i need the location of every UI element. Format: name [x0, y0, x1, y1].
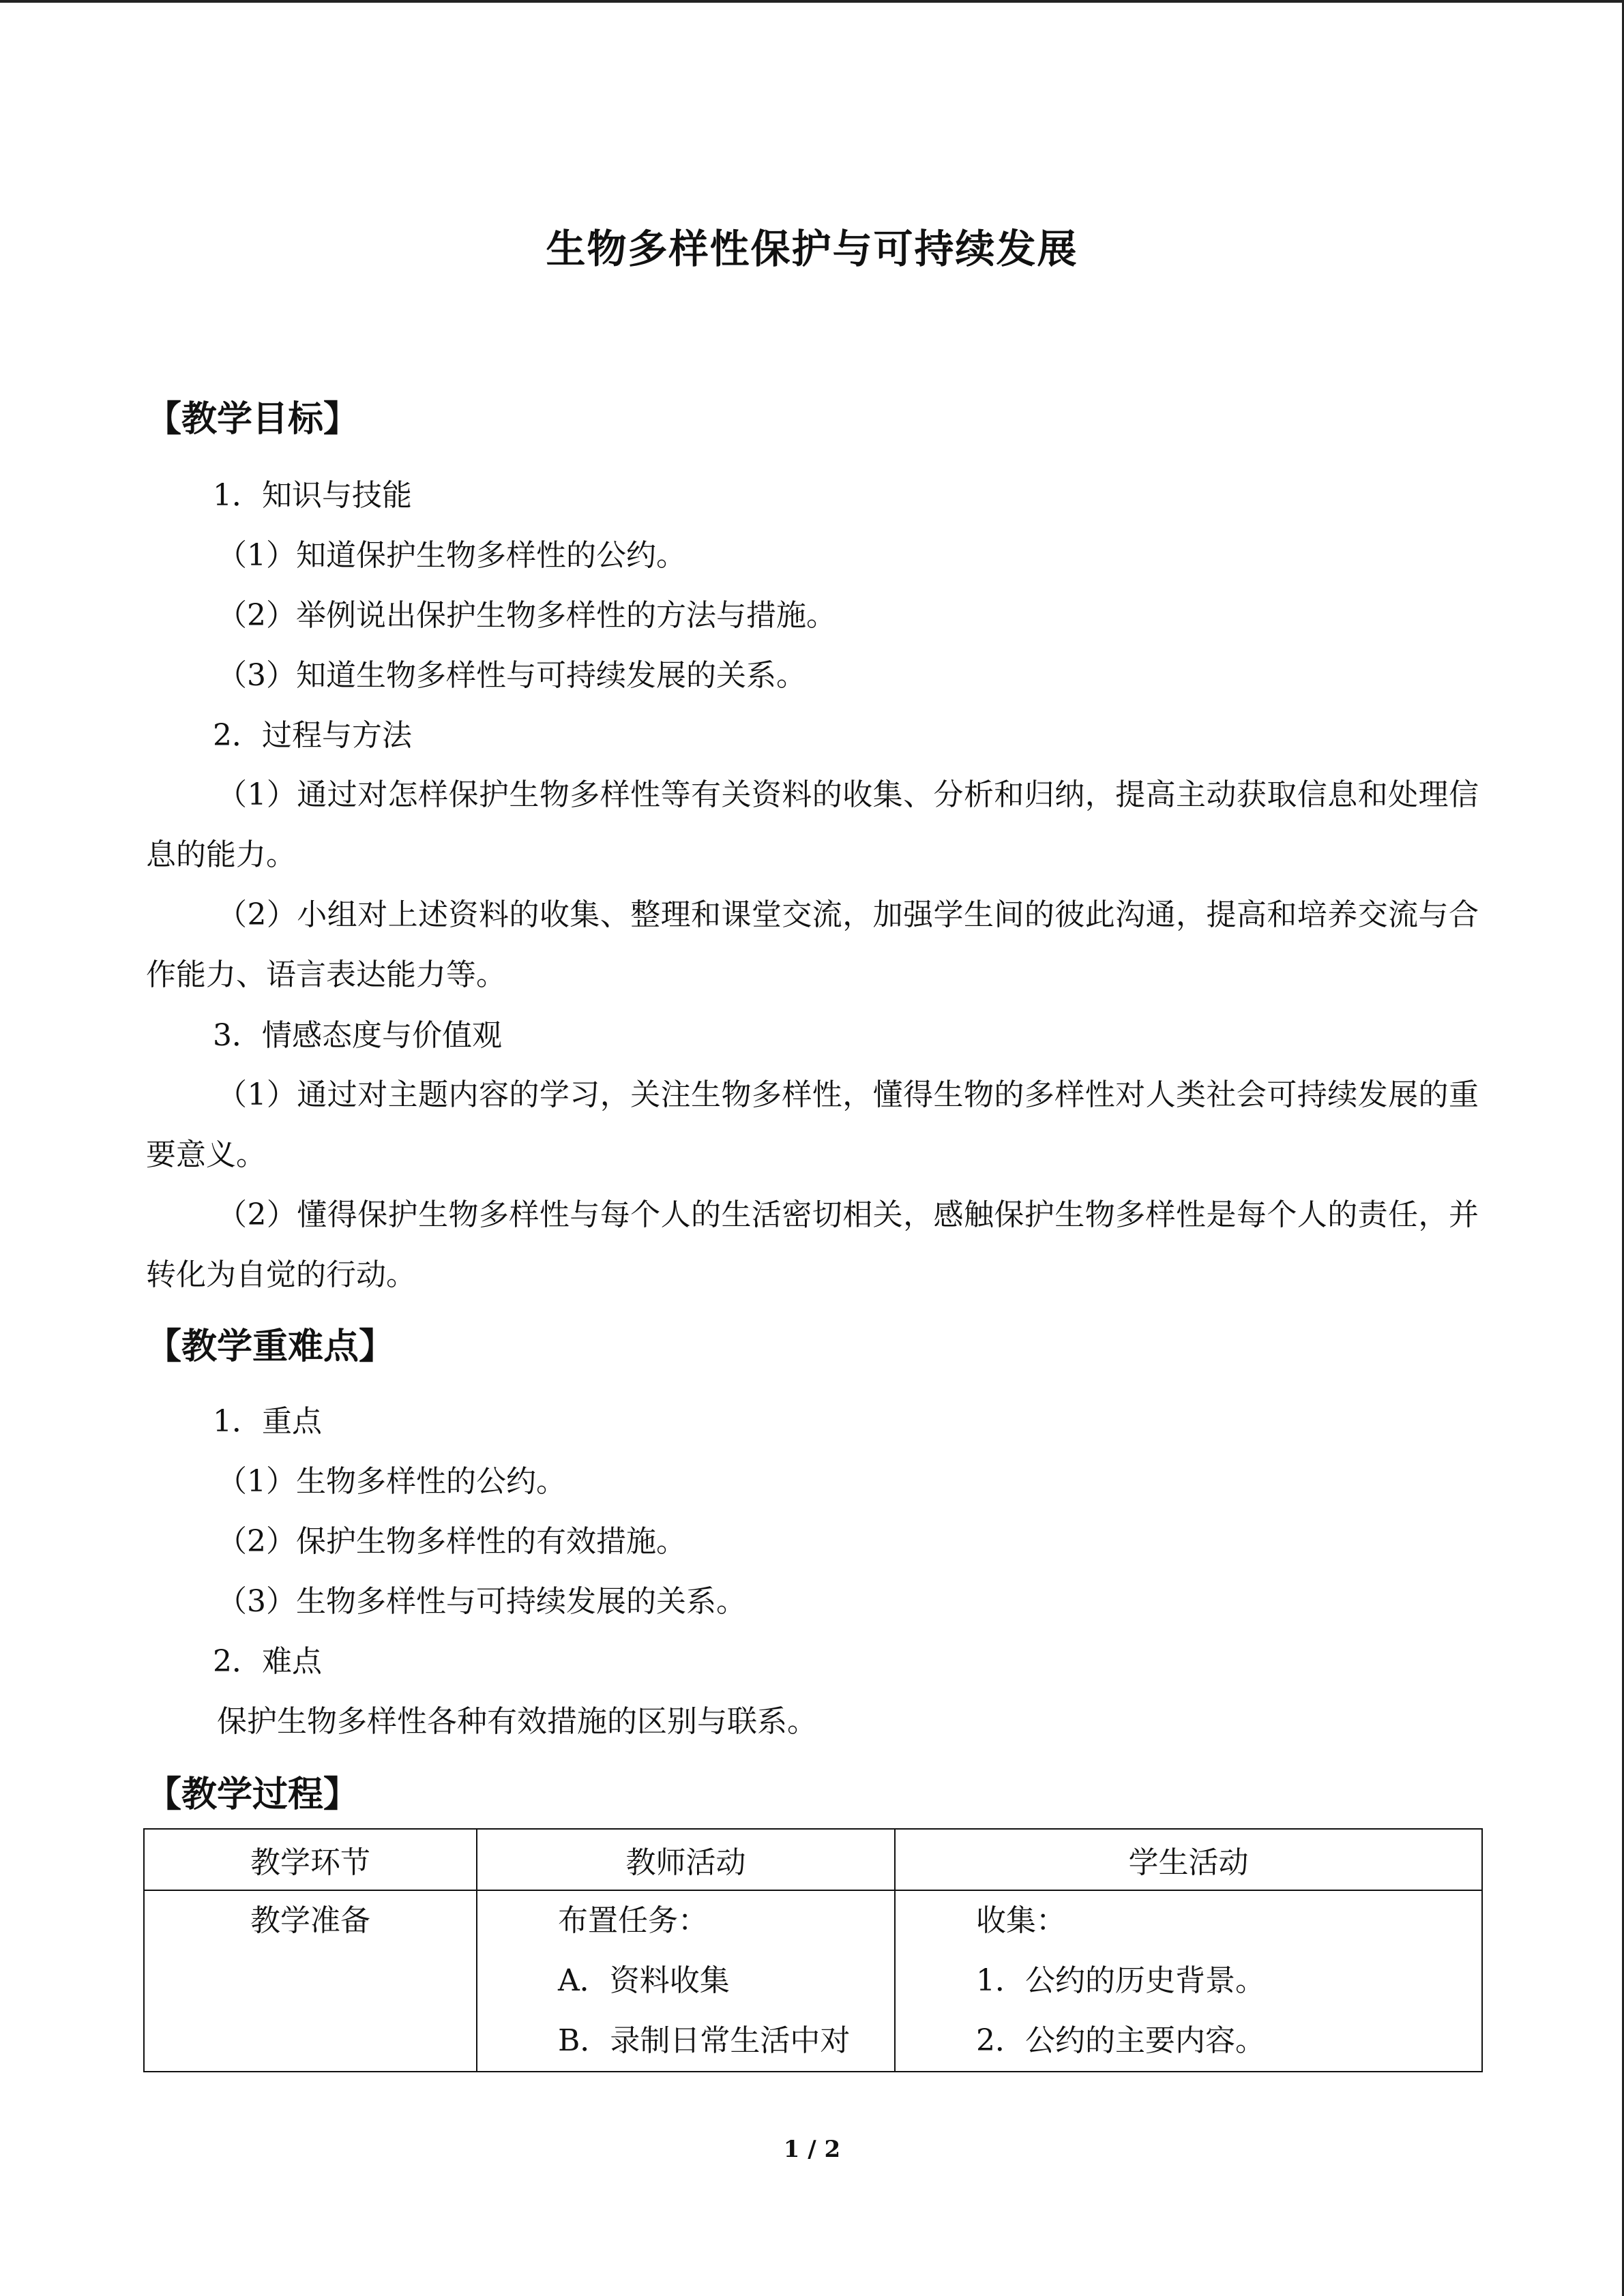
key-points-difficulty-label: 2．难点: [213, 1644, 322, 1679]
key-points-difficulty-text: 保护生物多样性各种有效措施的区别与联系。: [217, 1704, 817, 1739]
goals-attitude-item-1: （1）通过对主题内容的学习，关注生物多样性，懂得生物的多样性对人类社会可持续发展的重要意义。: [146, 1077, 1479, 1172]
key-points-focus-item-2: （2）保护生物多样性的有效措施。: [217, 1524, 686, 1559]
section-heading-process: 【教学过程】: [146, 1774, 359, 1815]
table-row: [144, 1890, 1482, 2072]
document-title: 生物多样性保护与可持续发展: [546, 226, 1078, 272]
section-heading-goals: 【教学目标】: [146, 399, 359, 440]
goals-attitude-label: 3．情感态度与价值观: [213, 1018, 502, 1053]
goals-knowledge-item-3: （3）知道生物多样性与可持续发展的关系。: [217, 658, 806, 693]
goals-attitude-item-2: （2）懂得保护生物多样性与每个人的生活密切相关，感触保护生物多样性是每个人的责任，并转化为自觉的行动。: [146, 1197, 1479, 1292]
table-cell-stage: [144, 1890, 477, 2072]
table-header-teacher: 教师活动: [477, 1829, 895, 1890]
student-line-3: 2．公约的主要内容。: [976, 2023, 1265, 2058]
teacher-line-1: 布置任务：: [558, 1903, 708, 1938]
table-header-student: 学生活动: [895, 1829, 1482, 1890]
page-top-border: [0, 0, 1624, 3]
teacher-line-2: A．资料收集: [558, 1963, 730, 1998]
key-points-focus-label: 1．重点: [213, 1404, 322, 1439]
key-points-focus-item-1: （1）生物多样性的公约。: [217, 1464, 566, 1499]
table-header-row: [144, 1829, 1482, 1890]
goals-knowledge-item-2: （2）举例说出保护生物多样性的方法与措施。: [217, 598, 836, 633]
stage-text: 教学准备: [250, 1903, 370, 1938]
key-points-focus-item-3: （3）生物多样性与可持续发展的关系。: [217, 1584, 746, 1619]
page-number: 1 / 2: [783, 2136, 841, 2163]
goals-process-item-1: （1）通过对怎样保护生物多样性等有关资料的收集、分析和归纳，提高主动获取信息和处理信息的能力。: [146, 777, 1479, 872]
table-cell-teacher: [477, 1890, 895, 2072]
goals-knowledge-item-1: （1）知道保护生物多样性的公约。: [217, 538, 686, 573]
teaching-process-table: [143, 1828, 1483, 2072]
teacher-line-3: B．录制日常生活中对: [558, 2023, 851, 2058]
goals-process-item-2: （2）小组对上述资料的收集、整理和课堂交流，加强学生间的彼此沟通，提高和培养交流与合作能力、语言表达能力等。: [146, 897, 1479, 992]
goals-process-label: 2．过程与方法: [213, 718, 412, 753]
table-cell-student: [895, 1890, 1482, 2072]
goals-knowledge-label: 1．知识与技能: [213, 478, 412, 513]
section-heading-key-points: 【教学重难点】: [146, 1326, 395, 1367]
student-line-2: 1．公约的历史背景。: [976, 1963, 1265, 1998]
table-header-stage: 教学环节: [144, 1829, 477, 1890]
student-line-1: 收集：: [976, 1903, 1066, 1938]
